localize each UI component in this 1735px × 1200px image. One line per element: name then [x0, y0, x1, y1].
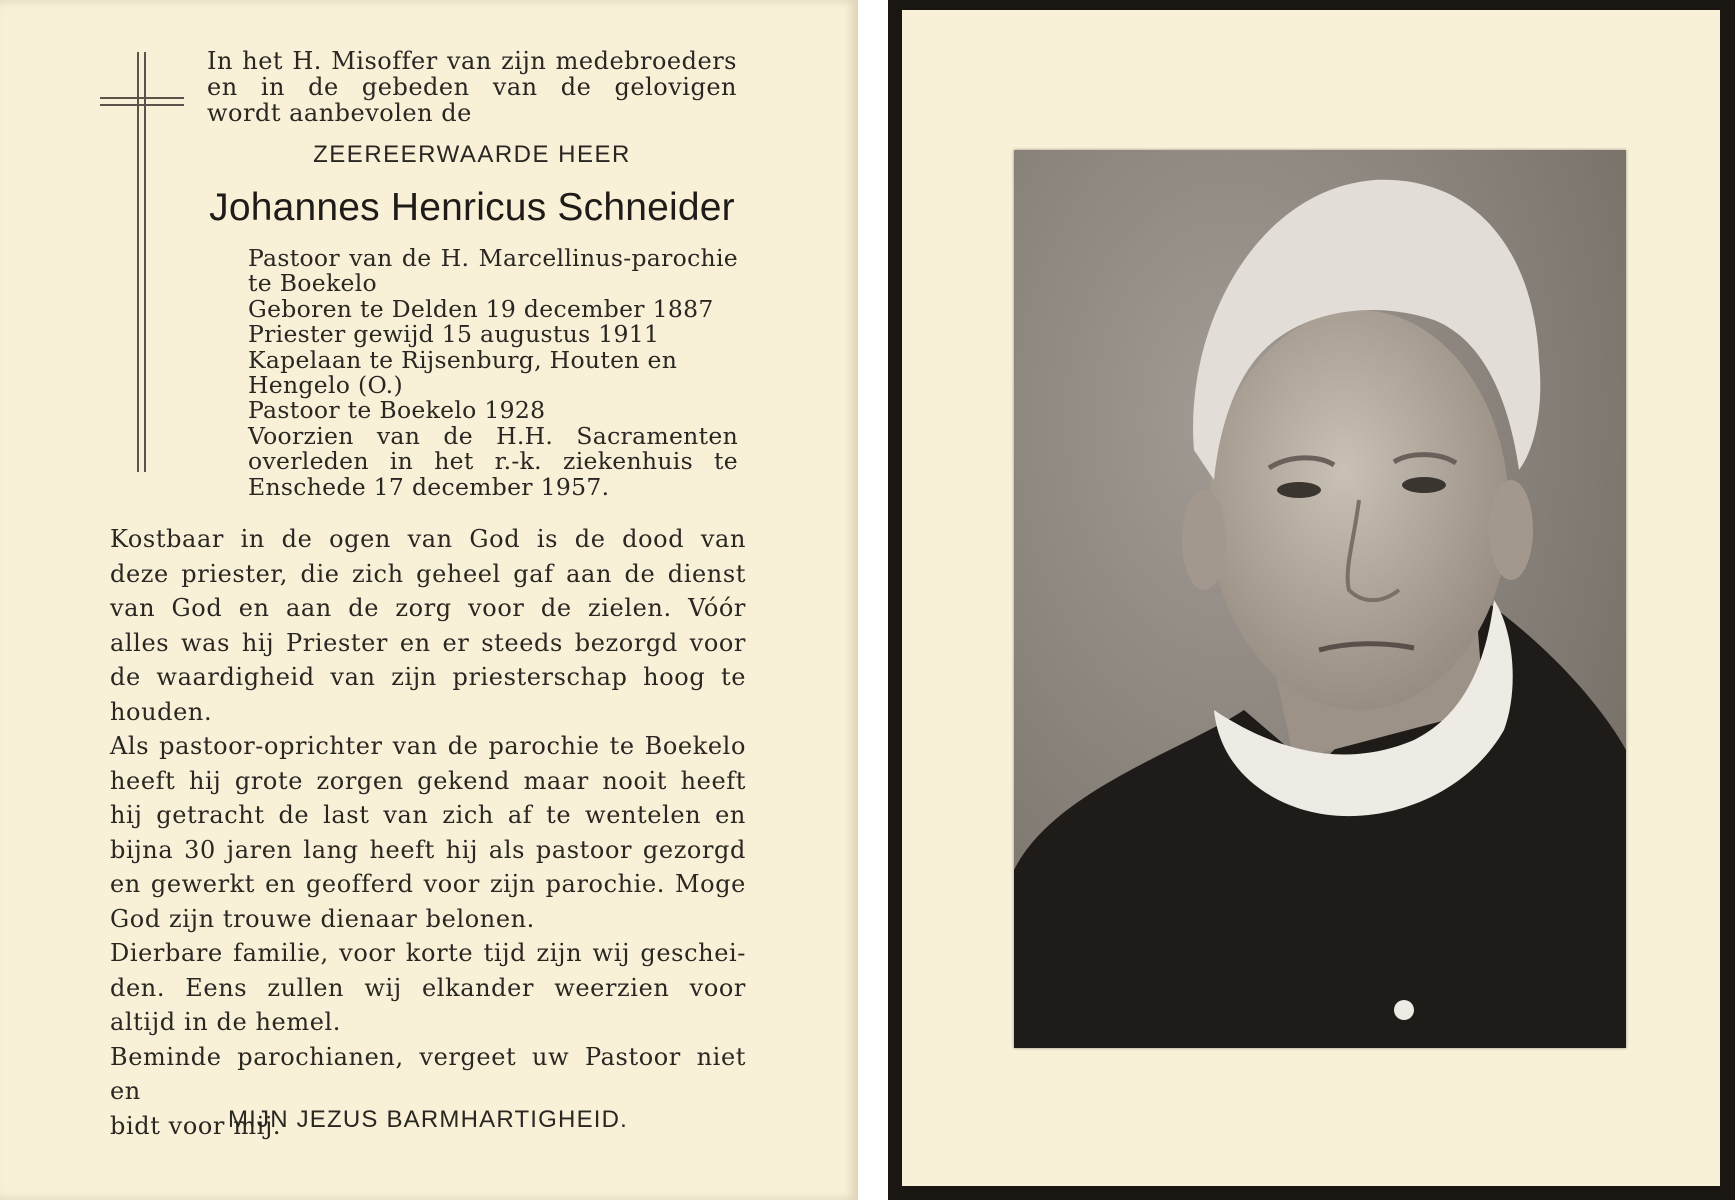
deceased-name: Johannes Henricus Schneider [209, 186, 735, 229]
body-line: Beminde parochianen, vergeet uw Pastoor niet en [110, 1042, 746, 1105]
bio-line: Pastoor te Boekelo 1928 [248, 396, 546, 425]
body-line: deze priester, die zich geheel gaf aan de dienst [110, 559, 746, 588]
closing-prayer: MIJN JEZUS BARMHARTIGHEID. [227, 1106, 629, 1133]
body-line: van God en aan de zorg voor de zielen. Vóór [110, 594, 746, 622]
body-line: houden. [110, 697, 213, 726]
intro-line: In het H. Misoffer van zijn medebroeders [207, 47, 737, 75]
bio-line: Geboren te Delden 19 december 1887 [248, 294, 714, 323]
card-gap [858, 0, 888, 1200]
body-line: Dierbare familie, voor korte tijd zijn wij geschei- [110, 939, 746, 967]
bio-line: Kapelaan te Rijsenburg, Houten en [248, 345, 678, 374]
intro-line: wordt aanbevolen de [207, 99, 472, 127]
body-line: bijna 30 jaren lang heeft hij als pastoor gezorgd [110, 835, 746, 864]
body-line: en gewerkt en geofferd voor zijn parochie. Moge [110, 870, 746, 898]
body-text [110, 522, 746, 1143]
body-line: Als pastoor-oprichter van de parochie te Boekelo [110, 732, 746, 760]
body-line: hij getracht de last van zich af te wentelen en [110, 801, 746, 829]
honorific-title: ZEEREERWAARDE HEER [313, 141, 631, 168]
bio-line: Enschede 17 december 1957. [248, 472, 610, 501]
body-line: de waardigheid van zijn priesterschap hoog te [110, 663, 746, 691]
body-line: Kostbaar in de ogen van God is de dood van [110, 525, 746, 553]
biography-block [248, 246, 738, 500]
body-line: bidt voor mij. [110, 1111, 282, 1140]
body-line: heeft hij grote zorgen gekend maar nooit heeft [110, 766, 746, 795]
intro-line: en in de gebeden van de gelovigen [207, 73, 737, 101]
body-line: God zijn trouwe dienaar belonen. [110, 904, 535, 933]
portrait-photo-icon [1014, 150, 1626, 1048]
bio-line: te Boekelo [248, 269, 377, 298]
text-card [0, 0, 858, 1200]
body-line: altijd in de hemel. [110, 1008, 342, 1036]
bio-line: overleden in het r.-k. ziekenhuis te [248, 447, 738, 476]
bio-line: Voorzien van de H.H. Sacramenten [248, 421, 738, 450]
body-line: alles was hij Priester en er steeds bezorgd voor [110, 628, 746, 657]
bio-line: Priester gewijd 15 augustus 1911 [248, 320, 660, 349]
bio-line: Hengelo (O.) [248, 371, 403, 400]
intro-text [207, 48, 737, 126]
cross-icon [100, 52, 184, 472]
body-line: den. Eens zullen wij elkander weerzien voor [110, 973, 746, 1002]
bio-line: Pastoor van de H. Marcellinus-parochie [248, 244, 738, 272]
